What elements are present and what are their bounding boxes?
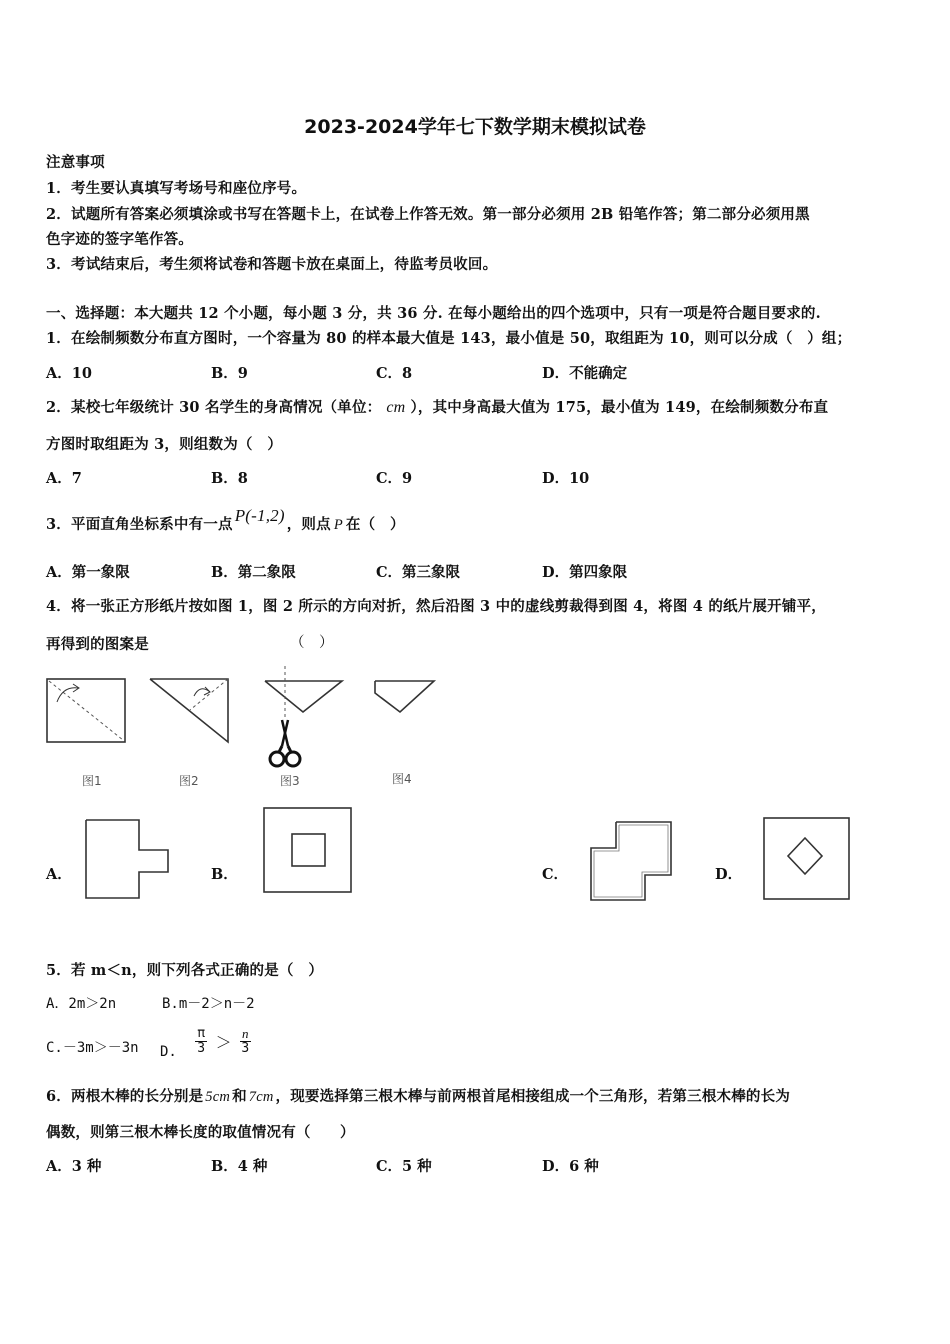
q4-option-d-shape [762, 816, 852, 902]
figure-3-cut [262, 664, 347, 770]
q2-option-b[interactable]: B．8 [211, 470, 248, 487]
notice-heading: 注意事项 [46, 154, 105, 171]
q1-option-b[interactable]: B．9 [211, 365, 248, 382]
q6-stem-b: 和 [232, 1088, 247, 1105]
section-heading: 一、选择题：本大题共 12 个小题，每小题 3 分，共 36 分. 在每小题给出的四个选项中，只有一项是符合题目要求的. [46, 305, 821, 322]
q5-d-right-num: n [242, 1026, 249, 1041]
figure-4-caption: 图4 [392, 772, 412, 786]
question-6-stem [46, 1085, 790, 1106]
q4-option-b[interactable]: B． [211, 866, 238, 883]
figure-1-caption: 图1 [82, 774, 102, 788]
q5-d-gt: ＞ [215, 1033, 232, 1052]
q6-option-d[interactable]: D．6 种 [542, 1158, 599, 1175]
figure-3-caption: 图3 [280, 774, 300, 788]
notice-item-1: 1．考生要认真填写考场号和座位序号。 [46, 180, 307, 197]
q6-option-c[interactable]: C．5 种 [376, 1158, 432, 1175]
q2-stem-b: ），其中身高最大值为 175，最小值为 149，在绘制频数分布直 [410, 399, 829, 416]
q6-stem-a: 6．两根木棒的长分别是 [46, 1088, 204, 1105]
notice-item-2: 2．试题所有答案必须填涂或书写在答题卡上，在试卷上作答无效。第一部分必须用 2B 铅笔作答；第二部分必须用黑 [46, 206, 810, 223]
q5-d-left-num: π [197, 1026, 206, 1041]
q5-option-d[interactable] [160, 1026, 251, 1060]
q6-option-b[interactable]: B．4 种 [211, 1158, 268, 1175]
q1-option-a[interactable]: A．10 [46, 365, 92, 382]
q3-option-a[interactable]: A．第一象限 [46, 564, 130, 581]
q2-option-a[interactable]: A．7 [46, 470, 82, 487]
q6-len1: 5cm [205, 1089, 231, 1105]
q6-stem-c: ，现要选择第三根木棒与前两根首尾相接组成一个三角形，若第三根木棒的长为 [275, 1088, 791, 1105]
figure-2-caption: 图2 [179, 774, 199, 788]
q5-option-a[interactable]: A．2m＞2n [46, 996, 117, 1012]
q5-option-b[interactable]: B.m－2＞n－2 [162, 996, 255, 1012]
question-5-stem: 5．若 m＜n，则下列各式正确的是（ ） [46, 962, 324, 979]
question-4-stem: 4．将一张正方形纸片按如图 1，图 2 所示的方向对折，然后沿图 3 中的虚线剪裁得到图 4，将图 4 的纸片展开铺平， [46, 598, 826, 615]
q1-option-d[interactable]: D．不能确定 [542, 365, 628, 382]
q4-option-b-shape [262, 806, 354, 894]
question-2-stem-cont: 方图时取组距为 3，则组数为（ ） [46, 436, 283, 453]
q6-len2: 7cm [248, 1089, 274, 1105]
q3-option-d[interactable]: D．第四象限 [542, 564, 628, 581]
figure-4-result [372, 676, 440, 721]
q4-answer-paren: （ ） [290, 635, 334, 651]
q5-d-label: D. [160, 1043, 177, 1060]
q3-option-c[interactable]: C．第三象限 [376, 564, 461, 581]
q5-d-left-fraction [195, 1027, 207, 1056]
q1-option-c[interactable]: C．8 [376, 365, 413, 382]
page-title: 2023-2024学年七下数学期末模拟试卷 [304, 116, 646, 138]
q4-option-c-shape [588, 820, 674, 904]
q4-option-a[interactable]: A． [46, 866, 72, 883]
question-3-stem [46, 505, 405, 533]
scissors-icon [270, 720, 300, 766]
notice-item-3: 3．考试结束后，考生须将试卷和答题卡放在桌面上，待监考员收回。 [46, 256, 498, 273]
figure-2-fold [148, 676, 233, 746]
q4-option-c[interactable]: C． [542, 866, 569, 883]
q3-stem-b: ，则点 [286, 516, 331, 533]
q2-option-c[interactable]: C．9 [376, 470, 413, 487]
q5-d-right-fraction [240, 1027, 251, 1056]
q5-option-c[interactable]: C.－3m＞－3n [46, 1040, 139, 1056]
q3-point: P(-1,2) [234, 506, 285, 525]
q2-unit: cm [386, 399, 406, 416]
q2-stem-a: 2．某校七年级统计 30 名学生的身高情况（单位： [46, 399, 382, 416]
question-6-stem-cont: 偶数，则第三根木棒长度的取值情况有（ ） [46, 1124, 355, 1141]
notice-item-2-cont: 色字迹的签字笔作答。 [46, 231, 193, 248]
q4-option-a-shape [84, 818, 174, 900]
q3-stem-a: 3．平面直角坐标系中有一点 [46, 516, 233, 533]
q5-d-right-den: 3 [241, 1041, 250, 1056]
q4-option-d[interactable]: D． [715, 866, 743, 883]
q3-stem-c: 在（ ） [345, 516, 405, 533]
q3-var: P [333, 517, 343, 533]
q6-option-a[interactable]: A．3 种 [46, 1158, 102, 1175]
q3-option-b[interactable]: B．第二象限 [211, 564, 296, 581]
q5-d-left-den: 3 [197, 1041, 206, 1056]
question-2-stem [46, 396, 828, 417]
q2-option-d[interactable]: D．10 [542, 470, 590, 487]
figure-1-fold [45, 676, 130, 746]
question-4-stem-cont: 再得到的图案是 [46, 636, 149, 653]
question-1-stem: 1．在绘制频数分布直方图时，一个容量为 80 的样本最大值是 143，最小值是 50，取组距为 10，则可以分成（ ）组； [46, 330, 852, 347]
